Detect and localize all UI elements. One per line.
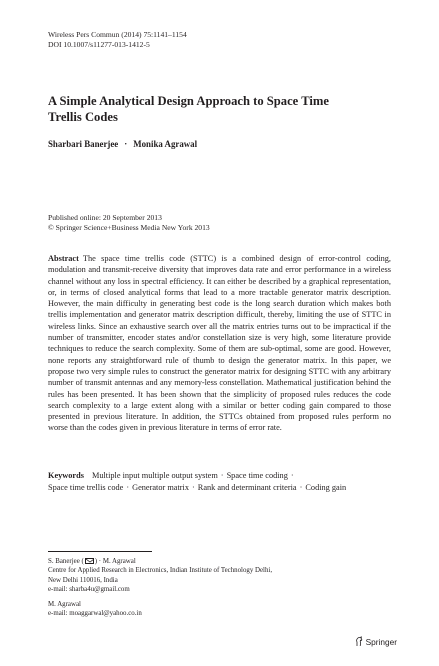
keyword-separator: ·	[220, 471, 224, 480]
author-name: Monika Agrawal	[133, 139, 198, 149]
affiliation-text: ) · M. Agrawal	[94, 558, 136, 565]
author-affiliations	[48, 557, 388, 618]
journal-header	[48, 30, 187, 50]
journal-citation: Wireless Pers Commun (2014) 75:1141–1154	[48, 30, 187, 39]
keyword-separator: ·	[192, 483, 195, 492]
keywords-label: Keywords	[48, 471, 84, 480]
author-email[interactable]: e-mail: moaggarwal@yahoo.co.in	[48, 610, 142, 618]
publisher-mark	[355, 636, 397, 647]
title-line-1: A Simple Analytical Design Approach to Space Time	[48, 94, 329, 108]
footnote-rule	[48, 551, 152, 552]
abstract-label: Abstract	[48, 254, 79, 263]
abstract-text: The space time trellis code (STTC) is a combined design of error-control coding, modulation and transmit-receive diversity that improves data rate and error performance in a wireless channel without any loss in spectral efficiency. It can either be described by a graphical representation, or, in terms of closed analytical forms that lead to a more tractable generator matrix description. However, the main difficulty in generating best code is the long search duration which makes both trellis implementation and generator matrix description difficult, thereby, limiting the use of STTC in wireless links. Since an exhaustive search over all the matrix entries turns out to be impractical if the number of transmitter, encoder states and/or constellation size is very high, some literature provide techniques to reduce the search complexity. Some of them are sub-optimal, some are good. However, none reports any straightforward rule of thumb to design the generator matrix. In this paper, we propose two very simple rules to construct the generator matrix for designing STTC with any arbitrary number of transmit antennas and any memory-less constellation. Mathematical justification behind the rules has been presented. It has been shown that the simplicity of proposed rules reduces the code search complexity to a large extent along with a similar or better coding gain compared to those presented in previous literature. In addition, the STTCs obtained from proposed rules perform no worse than the codes given in previous literature in terms of error rate.	[48, 254, 391, 433]
published-online-date: Published online: 20 September 2013	[48, 213, 162, 222]
institution-address: New Delhi 110016, India	[48, 576, 118, 584]
publication-info	[48, 213, 210, 233]
keywords-line-2	[48, 482, 398, 494]
keyword: Coding gain	[305, 483, 347, 492]
copyright-notice: © Springer Science+Business Media New York 2013	[48, 222, 210, 232]
keyword-separator: ·	[290, 471, 294, 480]
keyword: Generator matrix	[132, 483, 190, 492]
keywords-line-1	[48, 470, 398, 482]
springer-horse-icon	[355, 636, 363, 647]
corresponding-author-line	[48, 557, 388, 566]
keyword-separator: ·	[126, 483, 130, 492]
keyword-separator: ·	[299, 483, 303, 492]
publisher-name: Springer	[365, 636, 397, 647]
author-name: M. Agrawal	[48, 600, 81, 608]
author-separator: ·	[124, 139, 128, 149]
keyword: Space time trellis code	[48, 483, 124, 492]
title-line-2: Trellis Codes	[48, 109, 118, 124]
keyword: Multiple input multiple output system	[91, 471, 218, 480]
envelope-icon[interactable]	[85, 558, 94, 564]
institution: Centre for Applied Research in Electronics, Indian Institute of Technology Delhi,	[48, 567, 273, 575]
keyword: Space time coding	[226, 471, 288, 480]
paper-title	[48, 94, 388, 125]
author-list	[48, 139, 197, 150]
affiliation-text: S. Banerjee (	[48, 558, 84, 565]
author-email[interactable]: e-mail: sharba4u@gmail.com	[48, 586, 130, 594]
abstract	[48, 253, 391, 434]
author-name: Sharbari Banerjee	[48, 139, 119, 149]
keyword: Rank and determinant criteria	[197, 483, 297, 492]
doi: DOI 10.1007/s11277-013-1412-5	[48, 40, 150, 49]
keywords	[48, 470, 398, 494]
